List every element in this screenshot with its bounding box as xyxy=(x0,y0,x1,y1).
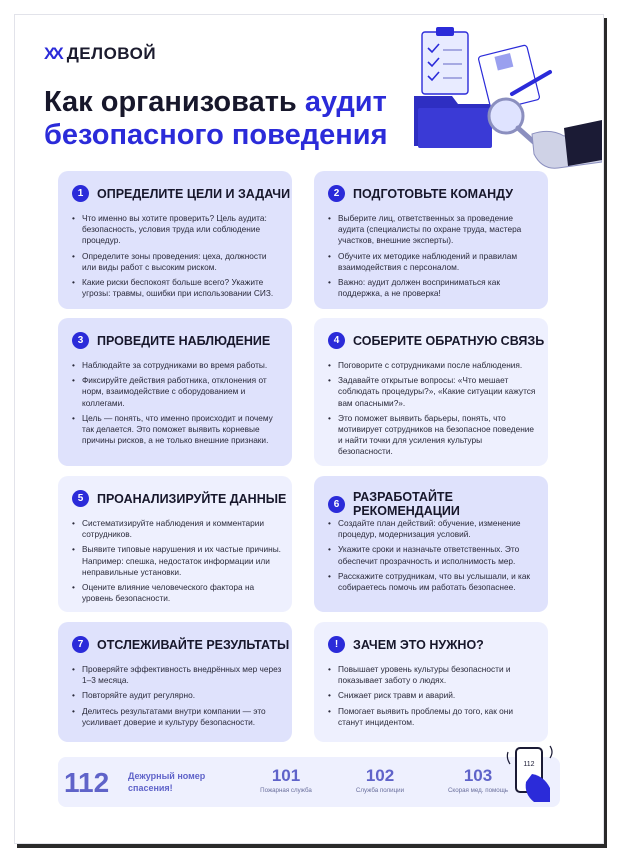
card-list xyxy=(72,213,282,303)
list-item: • Определите зоны проведения: цеха, должности или виды работ с высоким риском. xyxy=(72,251,282,273)
list-item: • Снижает риск травм и аварий. xyxy=(328,690,538,701)
emergency-main-label: Дежурный номер спасения! xyxy=(128,771,206,793)
card-heading xyxy=(328,332,544,349)
card-title: ОТСЛЕЖИВАЙТЕ РЕЗУЛЬТАТЫ xyxy=(97,637,290,652)
card-list xyxy=(328,518,538,597)
card-list xyxy=(72,664,282,732)
card-title: ПРОВЕДИТЕ НАБЛЮДЕНИЕ xyxy=(97,333,271,348)
list-item: • Обучите их методике наблюдений и правилам взаимодействия с персоналом. xyxy=(328,251,538,273)
logo-mark: XX xyxy=(44,44,61,63)
list-item: • Задавайте открытые вопросы: «Что мешает соблюдать процедуры?», «Какие ситуации кажутся вам опасными?». xyxy=(328,375,538,409)
title-part1: Как организовать xyxy=(44,86,305,118)
step-number: 7 xyxy=(72,636,89,653)
step-number: 6 xyxy=(328,496,345,513)
step-number: 5 xyxy=(72,490,89,507)
card-heading xyxy=(328,636,484,653)
card-heading xyxy=(72,185,290,202)
list-item: • Это поможет выявить барьеры, понять, что мотивирует сотрудников на безопасное поведение и найти точки для усиления культуры безопасности. xyxy=(328,413,538,458)
card-heading xyxy=(72,332,270,349)
emergency-main-number: 112 xyxy=(64,767,110,798)
card-title: СОБЕРИТЕ ОБРАТНУЮ СВЯЗЬ xyxy=(353,333,545,348)
list-item: • Проверяйте эффективность внедрённых мер через 1–3 месяца. xyxy=(72,664,282,686)
card-title: ПОДГОТОВЬТЕ КОМАНДУ xyxy=(353,186,513,201)
card-list xyxy=(328,664,538,732)
list-item: • Важно: аудит должен восприниматься как поддержка, а не проверка! xyxy=(328,277,538,299)
service-number: 103 xyxy=(463,766,493,785)
list-item: • Систематизируйте наблюдения и комментарии сотрудников. xyxy=(72,518,282,540)
list-item: • Расскажите сотрудникам, что вы услышали, и как собираетесь помочь им работать безопаснее. xyxy=(328,571,538,593)
list-item: • Поговорите с сотрудниками после наблюдения. xyxy=(328,360,538,371)
card-feedback xyxy=(314,318,548,466)
step-number: 3 xyxy=(72,332,89,349)
card-list xyxy=(328,360,538,462)
list-item: • Фиксируйте действия работника, отклонения от норм, взаимодействие с оборудованием и коллегами. xyxy=(72,375,282,409)
step-number: 1 xyxy=(72,185,89,202)
list-item: • Оцените влияние человеческого фактора на уровень безопасности. xyxy=(72,582,282,604)
list-item: • Выберите лиц, ответственных за проведение аудита (специалисты по охране труда, мастера участков, внешние эксперты). xyxy=(328,213,538,247)
card-title: РАЗРАБОТАЙТЕ РЕКОМЕНДАЦИИ xyxy=(353,490,460,518)
card-heading xyxy=(328,185,513,202)
list-item: • Укажите сроки и назначьте ответственных. Это обеспечит прозрачность и исполнимость мер. xyxy=(328,544,538,566)
step-number: 2 xyxy=(328,185,345,202)
list-item: • Выявите типовые нарушения и их частые причины. Например: спешка, недостаток информации или неправильные установки. xyxy=(72,544,282,578)
title-accent1: аудит xyxy=(304,86,387,118)
card-list xyxy=(72,518,282,608)
brand-logo xyxy=(44,44,156,64)
phone-screen-text: 112 xyxy=(523,761,535,768)
service-fire xyxy=(246,766,326,794)
page-title xyxy=(44,86,388,152)
service-police xyxy=(340,766,420,794)
list-item: • Делитесь результатами внутри компании — это усиливает доверие и культуру безопасности. xyxy=(72,706,282,728)
card-goals xyxy=(58,171,292,309)
card-results xyxy=(58,622,292,742)
card-heading xyxy=(328,490,548,518)
card-title: ПРОАНАЛИЗИРУЙТЕ ДАННЫЕ xyxy=(97,491,287,506)
list-item: • Что именно вы хотите проверить? Цель аудита: безопасность, условия труда или соблюдение процедур. xyxy=(72,213,282,247)
card-heading xyxy=(72,490,286,507)
service-label: Скорая мед. помощь xyxy=(447,787,509,794)
card-team xyxy=(314,171,548,309)
list-item: • Повторяйте аудит регулярно. xyxy=(72,690,282,701)
card-analysis xyxy=(58,476,292,612)
list-item: • Наблюдайте за сотрудниками во время работы. xyxy=(72,360,282,371)
list-item: • Какие риски беспокоят больше всего? Укажите угрозы: травмы, ошибки при использовании СИЗ. xyxy=(72,277,282,299)
exclamation-icon: ! xyxy=(328,636,345,653)
list-item: • Цель — понять, что именно происходит и почему так делается. Это поможет выявить корневые причины рисков, а не только внешние признаки. xyxy=(72,413,282,447)
step-number: 4 xyxy=(328,332,345,349)
list-item: • Помогает выявить проблемы до того, как они станут инцидентом. xyxy=(328,706,538,728)
service-number: 102 xyxy=(365,766,395,785)
service-label: Пожарная служба xyxy=(260,787,312,794)
card-heading xyxy=(72,636,289,653)
card-why xyxy=(314,622,548,742)
phone-in-hand-icon xyxy=(506,744,554,804)
card-title: ОПРЕДЕЛИТЕ ЦЕЛИ И ЗАДАЧИ xyxy=(97,186,291,201)
card-list xyxy=(328,213,538,303)
card-title: ЗАЧЕМ ЭТО НУЖНО? xyxy=(353,637,484,652)
title-accent2: безопасного поведения xyxy=(44,119,388,151)
service-number: 101 xyxy=(271,766,301,785)
brand-name: ДЕЛОВОЙ xyxy=(66,44,157,63)
card-observation xyxy=(58,318,292,466)
card-recommendations xyxy=(314,476,548,612)
emergency-footer xyxy=(58,757,560,807)
list-item: • Повышает уровень культуры безопасности и показывает заботу о людях. xyxy=(328,664,538,686)
card-list xyxy=(72,360,282,450)
list-item: • Создайте план действий: обучение, изменение процедур, модернизация условий. xyxy=(328,518,538,540)
audit-clipboard-illustration xyxy=(392,24,602,174)
service-label: Служба полиции xyxy=(355,787,405,794)
